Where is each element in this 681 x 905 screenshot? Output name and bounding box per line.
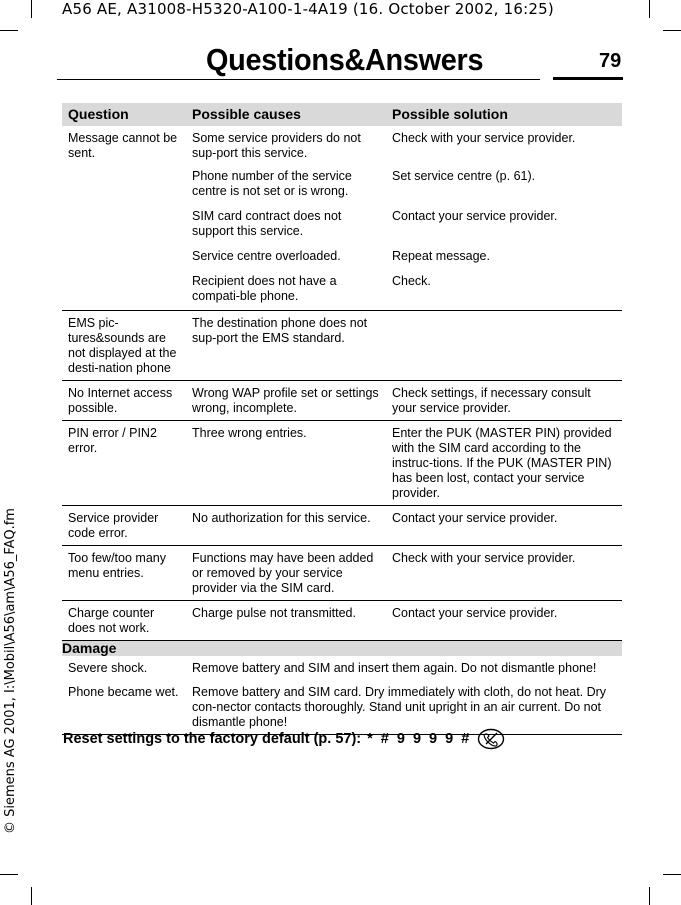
crop-mark <box>31 0 32 18</box>
question-cell: EMS pic-tures&sounds are not displayed at the desti-nation phone <box>62 311 186 381</box>
page-title: Questions&Answers <box>206 42 484 77</box>
damage-action-cell: Remove battery and SIM and insert them again. Do not dismantle phone! <box>192 661 597 675</box>
cause-cell: Phone number of the service centre is not set or is wrong. <box>192 169 352 198</box>
column-header-causes: Possible causes <box>186 103 386 126</box>
question-cell: PIN error / PIN2 error. <box>62 421 186 506</box>
solution-cell: Repeat message. <box>392 249 490 263</box>
crop-mark <box>31 887 32 905</box>
damage-action-cell: Remove battery and SIM card. Dry immediately with cloth, do not heat. Dry con-nector contacts thoroughly. Stand unit upright in an air current. Do not dismantle phone! <box>186 680 622 735</box>
table-row <box>62 311 622 381</box>
table-row <box>62 381 622 421</box>
cause-cell: Recipient does not have a compati-ble phone. <box>186 270 386 311</box>
crop-mark <box>0 30 18 31</box>
solution-cell: Contact your service provider. <box>386 506 622 546</box>
solution-cell: Check settings, if necessary consult your service provider. <box>386 381 622 421</box>
crop-mark <box>0 874 18 875</box>
faq-table <box>62 103 622 735</box>
solution-cell: Contact your service provider. <box>386 601 622 641</box>
crop-mark <box>663 30 681 31</box>
copyright-side-text: © Siemens AG 2001, I:\Mobil\A56\am\A56_FAQ.fm <box>3 508 18 834</box>
title-rule-accent <box>553 77 623 80</box>
cause-cell: No authorization for this service. <box>186 506 386 546</box>
question-cell: Service provider code error. <box>62 506 186 546</box>
solution-cell <box>386 311 622 381</box>
table-row <box>62 421 622 506</box>
table-row <box>62 601 622 641</box>
cause-cell: Three wrong entries. <box>186 421 386 506</box>
column-header-question: Question <box>62 103 186 126</box>
cause-cell: SIM card contract does not support this service. <box>192 209 342 238</box>
cause-cell: Service centre overloaded. <box>192 249 341 263</box>
question-cell: No Internet access possible. <box>62 381 186 421</box>
crop-mark <box>649 0 650 18</box>
table-row <box>62 506 622 546</box>
crop-mark <box>649 887 650 905</box>
column-header-solution: Possible solution <box>386 103 622 126</box>
cause-cell: Wrong WAP profile set or settings wrong, incomplete. <box>186 381 386 421</box>
solution-cell: Contact your service provider. <box>392 209 558 223</box>
damage-header-row <box>62 641 622 657</box>
damage-question-cell: Phone became wet. <box>62 680 186 735</box>
question-cell: Too few/too many menu entries. <box>62 546 186 601</box>
cause-cell: Charge pulse not transmitted. <box>186 601 386 641</box>
solution-cell: Check with your service provider. <box>386 546 622 601</box>
page-number: 79 <box>599 50 622 72</box>
damage-heading: Damage <box>62 641 622 657</box>
solution-cell: Set service centre (p. 61). <box>392 169 536 183</box>
cause-cell: Some service providers do not sup-port this service. <box>192 131 361 160</box>
table-row <box>62 546 622 601</box>
question-cell: Message cannot be sent. <box>62 126 186 311</box>
call-key-icon <box>477 728 505 750</box>
reset-key-sequence: * # 9 9 9 9 # <box>367 731 472 747</box>
table-row <box>62 680 622 735</box>
cause-cell: Functions may have been added or removed by your service provider via the SIM card. <box>186 546 386 601</box>
table-header-row <box>62 103 622 126</box>
cause-cell: The destination phone does not sup-port the EMS standard. <box>186 311 386 381</box>
table-row <box>62 126 622 165</box>
reset-instruction <box>63 728 505 750</box>
table-row <box>62 656 622 680</box>
reset-text: Reset settings to the factory default (p. 57): <box>63 731 362 747</box>
solution-cell: Enter the PUK (MASTER PIN) provided with the SIM card according to the instruc-tions. If the PUK (MASTER PIN) has been lost, contact your service provider. <box>386 421 622 506</box>
damage-question-cell: Severe shock. <box>68 661 148 675</box>
solution-cell: Check. <box>386 270 622 311</box>
document-info-header: A56 AE, A31008-H5320-A100-1-4A19 (16. October 2002, 16:25) <box>62 0 554 18</box>
crop-mark <box>663 874 681 875</box>
solution-cell: Check with your service provider. <box>392 131 576 145</box>
question-cell: Charge counter does not work. <box>62 601 186 641</box>
title-rule <box>57 79 540 80</box>
